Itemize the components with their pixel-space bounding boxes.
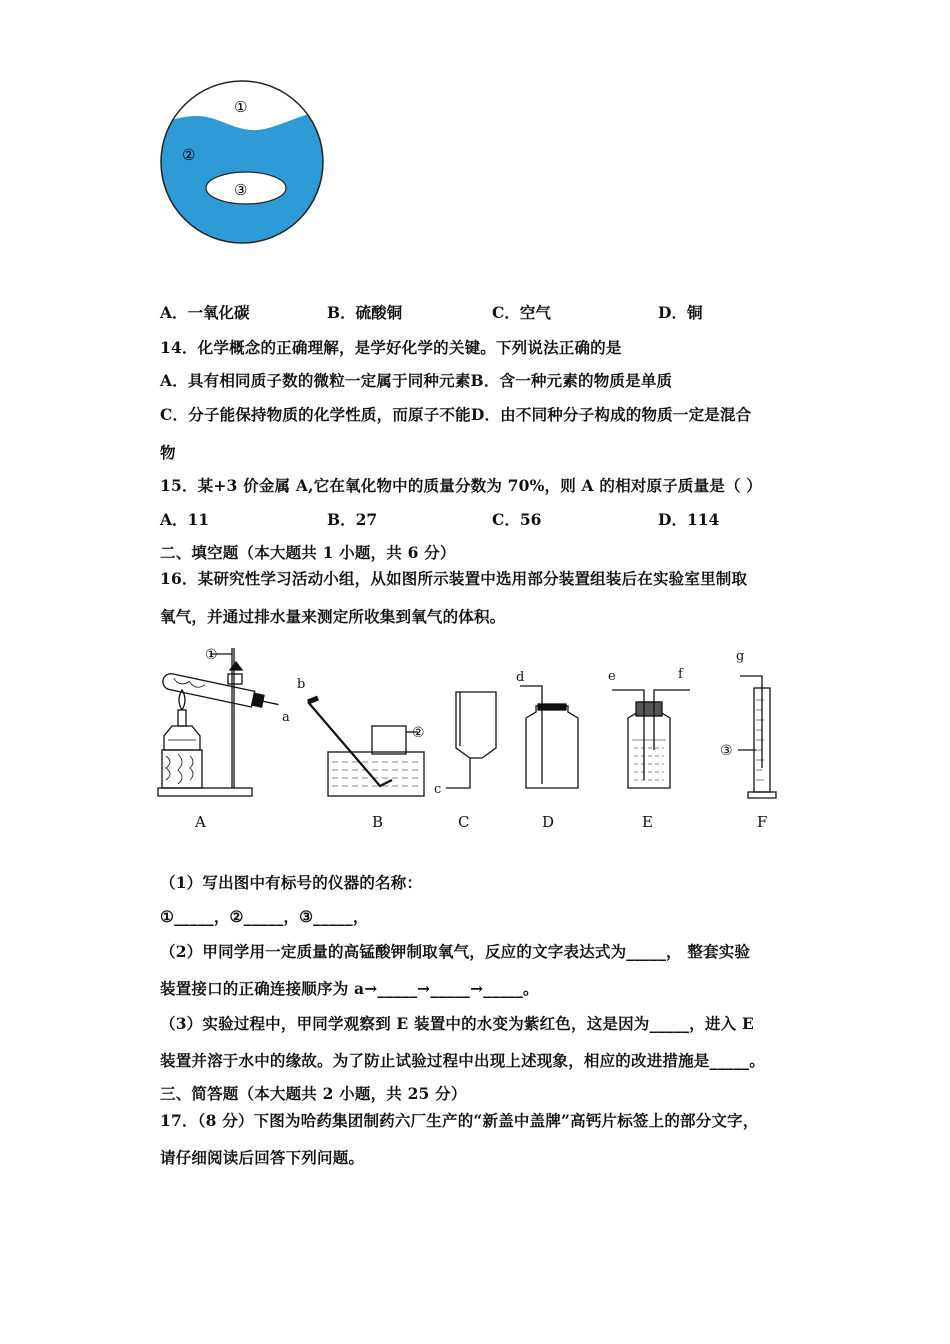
q16-sub3-line2: 装置并溶于水中的缘故。为了防止试验过程中出现上述现象，相应的改进措施是_____。 xyxy=(160,1051,765,1070)
apparatus-label-a: A xyxy=(195,813,206,831)
port-e: e xyxy=(608,669,616,684)
q17-line1: 17．（8 分）下图为哈药集团制药六厂生产的“新盖中盖牌”高钙片标签上的部分文字， xyxy=(160,1111,759,1130)
label-1: ① xyxy=(205,647,218,663)
apparatus-label-e: E xyxy=(642,813,653,831)
q13-option-c: C．空气 xyxy=(492,303,551,322)
gas-bottle-d xyxy=(526,706,578,788)
apparatus-d xyxy=(516,670,578,831)
stand-base xyxy=(158,788,252,796)
apparatus-label-c: C xyxy=(458,813,470,831)
q16-sub2-line2: 装置接口的正确连接顺序为 a→_____→_____→_____。 xyxy=(160,979,539,998)
q16-sub1-blanks: ①_____，②_____，③_____， xyxy=(160,907,369,926)
port-a: a xyxy=(282,710,290,725)
apparatus-a xyxy=(158,647,290,831)
q16-sub2-line1: （2）甲同学用一定质量的高锰酸钾制取氧气，反应的文字表达式为_____， 整套实验 xyxy=(160,942,751,961)
q14-options-cd-cont: 物 xyxy=(160,443,176,462)
q13-option-b: B．硫酸铜 xyxy=(327,303,403,322)
delivery-tube xyxy=(308,702,392,786)
apparatus-f xyxy=(720,649,776,831)
q15-stem: 15．某+3 价金属 A,它在氧化物中的质量分数为 70%，则 A 的相对原子质量是（ ） xyxy=(160,476,762,495)
alcohol-lamp xyxy=(164,726,200,750)
q15-option-d: D．114 xyxy=(658,510,720,529)
label-2: ② xyxy=(412,725,425,741)
q16-sub3-line1: （3）实验过程中，甲同学观察到 E 装置中的水变为紫红色，这是因为_____，进入 E xyxy=(160,1014,754,1033)
q14-options-cd: C．分子能保持物质的化学性质，而原子不能D．由不同种分子构成的物质一定是混合 xyxy=(160,405,752,424)
section-2-heading: 二、填空题（本大题共 1 小题，共 6 分） xyxy=(160,543,456,562)
q16-sub1: （1）写出图中有标号的仪器的名称： xyxy=(160,873,423,892)
collecting-bottle xyxy=(372,726,406,754)
apparatus-figure xyxy=(150,640,800,840)
apparatus-e xyxy=(608,667,690,831)
port-c: c xyxy=(434,782,442,797)
label-3: ③ xyxy=(720,743,733,759)
q15-option-a: A．11 xyxy=(160,510,210,529)
q13-option-d: D．铜 xyxy=(658,303,703,322)
q13-option-a: A．一氧化碳 xyxy=(160,303,250,322)
venn-label-2: ② xyxy=(182,146,196,164)
apparatus-label-d: D xyxy=(542,813,555,831)
lamp-wick xyxy=(178,710,186,726)
venn-label-3: ③ xyxy=(234,181,248,199)
section-3-heading: 三、简答题（本大题共 2 小题，共 25 分） xyxy=(160,1084,467,1103)
apparatus-label-b: B xyxy=(372,813,384,831)
venn-label-1: ① xyxy=(234,98,248,116)
port-g: g xyxy=(736,649,745,664)
port-d: d xyxy=(516,670,525,685)
q14-options-ab: A．具有相同质子数的微粒一定属于同种元素B．含一种元素的物质是单质 xyxy=(160,371,673,390)
apparatus-c xyxy=(434,692,496,831)
clamp xyxy=(228,674,242,684)
q15-option-c: C．56 xyxy=(492,510,542,529)
apparatus-b xyxy=(297,677,425,831)
water-trough xyxy=(328,752,424,796)
q15-option-b: B．27 xyxy=(327,510,378,529)
test-tube xyxy=(161,672,280,712)
port-f: f xyxy=(678,667,683,682)
q14-stem: 14．化学概念的正确理解，是学好化学的关键。下列说法正确的是 xyxy=(160,338,622,357)
q17-line2: 请仔细阅读后回答下列问题。 xyxy=(160,1148,365,1167)
port-b: b xyxy=(297,677,306,692)
wood-block xyxy=(162,750,202,788)
apparatus-label-f: F xyxy=(757,813,768,831)
q16-stem-line2: 氧气，并通过排水量来测定所收集到氧气的体积。 xyxy=(160,607,506,626)
funnel-body xyxy=(456,692,496,758)
q16-stem-line1: 16．某研究性学习活动小组，从如图所示装置中选用部分装置组装后在实验室里制取 xyxy=(160,569,748,588)
venn-diagram xyxy=(158,78,328,248)
